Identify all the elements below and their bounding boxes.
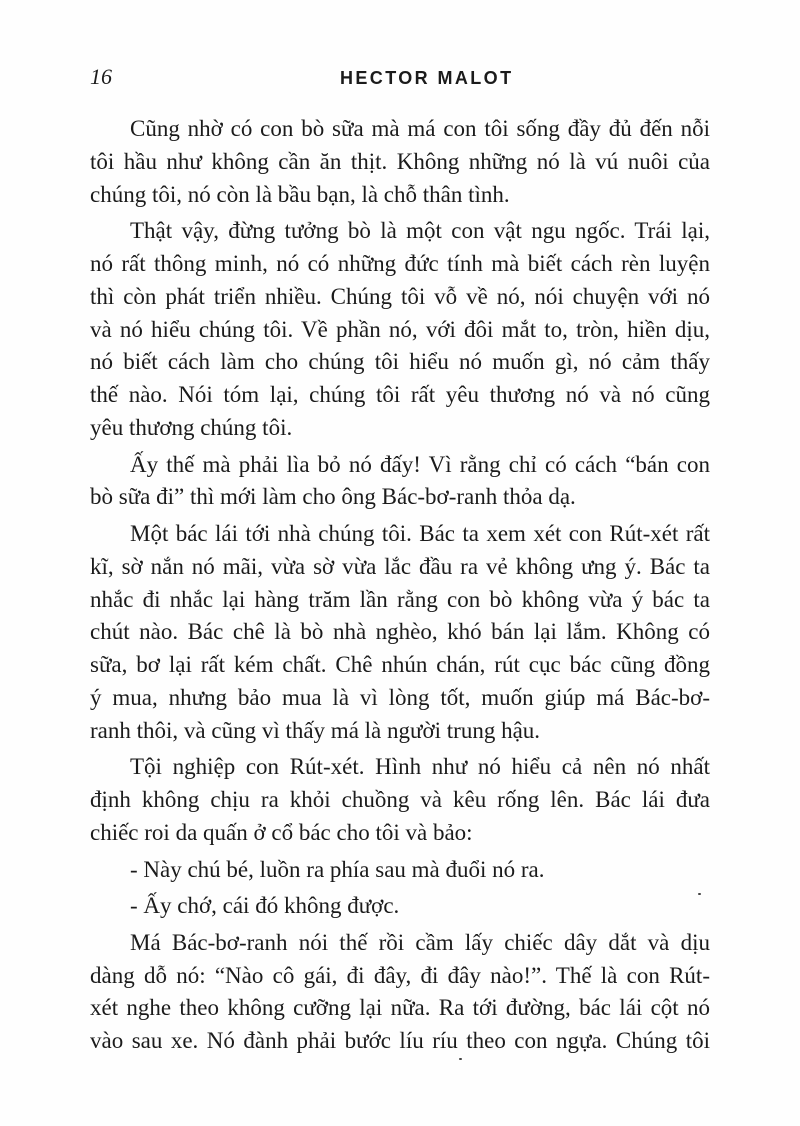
text-line: Cũng nhờ có con bò sữa mà má con tôi sống đầy đủ đến nỗi	[130, 116, 710, 141]
text-line: Thật vậy, đừng tưởng bò là một con vật ngu ngốc. Trái lại,	[130, 218, 710, 244]
paragraph	[90, 518, 710, 748]
text-line: xét nghe theo không cưỡng lại nữa. Ra tới đường, bác lái cột nó	[90, 995, 710, 1021]
text-line: bò sữa đi” thì mới làm cho ông Bác-bơ-ranh thỏa dạ.	[90, 484, 576, 510]
text-line: thế nào. Nói tóm lại, chúng tôi rất yêu thương nó và nó cũng	[90, 382, 710, 408]
paragraph	[90, 113, 710, 211]
text-line: Tội nghiệp con Rút-xét. Hình như nó hiểu cả nên nó nhất	[130, 754, 710, 780]
text-line: vào sau xe. Nó đành phải bước líu ríu theo con ngựa. Chúng tôi	[90, 1028, 710, 1054]
body-text	[90, 113, 710, 1058]
text-line: nó rất thông minh, nó có những đức tính mà biết cách rèn luyện	[90, 250, 710, 276]
text-line: - Này chú bé, luồn ra phía sau mà đuổi nó ra.	[130, 856, 545, 882]
text-line: ranh thôi, và cũng vì thấy má là người trung hậu.	[90, 717, 541, 743]
text-line: - Ấy chớ, cái đó không được.	[130, 893, 400, 919]
page-number: 16	[90, 64, 112, 89]
paragraph	[90, 215, 710, 445]
text-line: kĩ, sờ nắn nó mãi, vừa sờ vừa lắc đầu ra vẻ không ưng ý. Bác ta	[90, 553, 710, 579]
paragraph	[90, 751, 710, 849]
text-line: yêu thương chúng tôi.	[90, 414, 293, 440]
dialogue-line	[90, 890, 710, 923]
text-line: định không chịu ra khỏi chuồng và kêu rống lên. Bác lái đưa	[90, 787, 710, 813]
text-line: nhắc đi nhắc lại hàng trăm lần rằng con bò không vừa ý bác ta	[90, 586, 710, 612]
text-line: Ấy thế mà phải lìa bỏ nó đấy! Vì rằng chỉ có cách “bán con	[130, 451, 710, 477]
text-line: Một bác lái tới nhà chúng tôi. Bác ta xem xét con Rút-xét rất	[130, 520, 710, 546]
text-line: chiếc roi da quấn ở cổ bác cho tôi và bảo:	[90, 819, 473, 845]
dialogue-line	[90, 854, 710, 887]
text-line: và nó hiểu chúng tôi. Về phần nó, với đôi mắt to, tròn, hiền dịu,	[90, 316, 710, 342]
text-line: chút nào. Bác chê là bò nhà nghèo, khó bán lại lắm. Không có	[90, 619, 710, 645]
paragraph	[90, 449, 710, 515]
text-line: dàng dỗ nó: “Nào cô gái, đi đây, đi đây nào!”. Thế là con Rút-	[90, 962, 710, 988]
scan-speck	[698, 893, 701, 895]
paragraph	[90, 927, 710, 1058]
text-line: nó biết cách làm cho chúng tôi hiểu nó muốn gì, nó cảm thấy	[90, 349, 710, 375]
scan-speck	[459, 1058, 462, 1060]
running-header: HECTOR MALOT	[340, 68, 514, 88]
text-line: sữa, bơ lại rất kém chất. Chê nhún chán, rút cục bác cũng đồng	[90, 652, 710, 678]
text-line: thì còn phát triển nhiều. Chúng tôi vỗ về nó, nói chuyện với nó	[90, 283, 710, 309]
text-line: Má Bác-bơ-ranh nói thế rồi cầm lấy chiếc dây dắt và dịu	[130, 929, 710, 955]
text-line: ý mua, nhưng bảo mua là vì lòng tốt, muốn giúp má Bác-bơ-	[90, 684, 710, 710]
text-line: chúng tôi, nó còn là bầu bạn, là chỗ thân tình.	[90, 181, 510, 207]
text-line: tôi hầu như không cần ăn thịt. Không những nó là vú nuôi của	[90, 148, 710, 174]
